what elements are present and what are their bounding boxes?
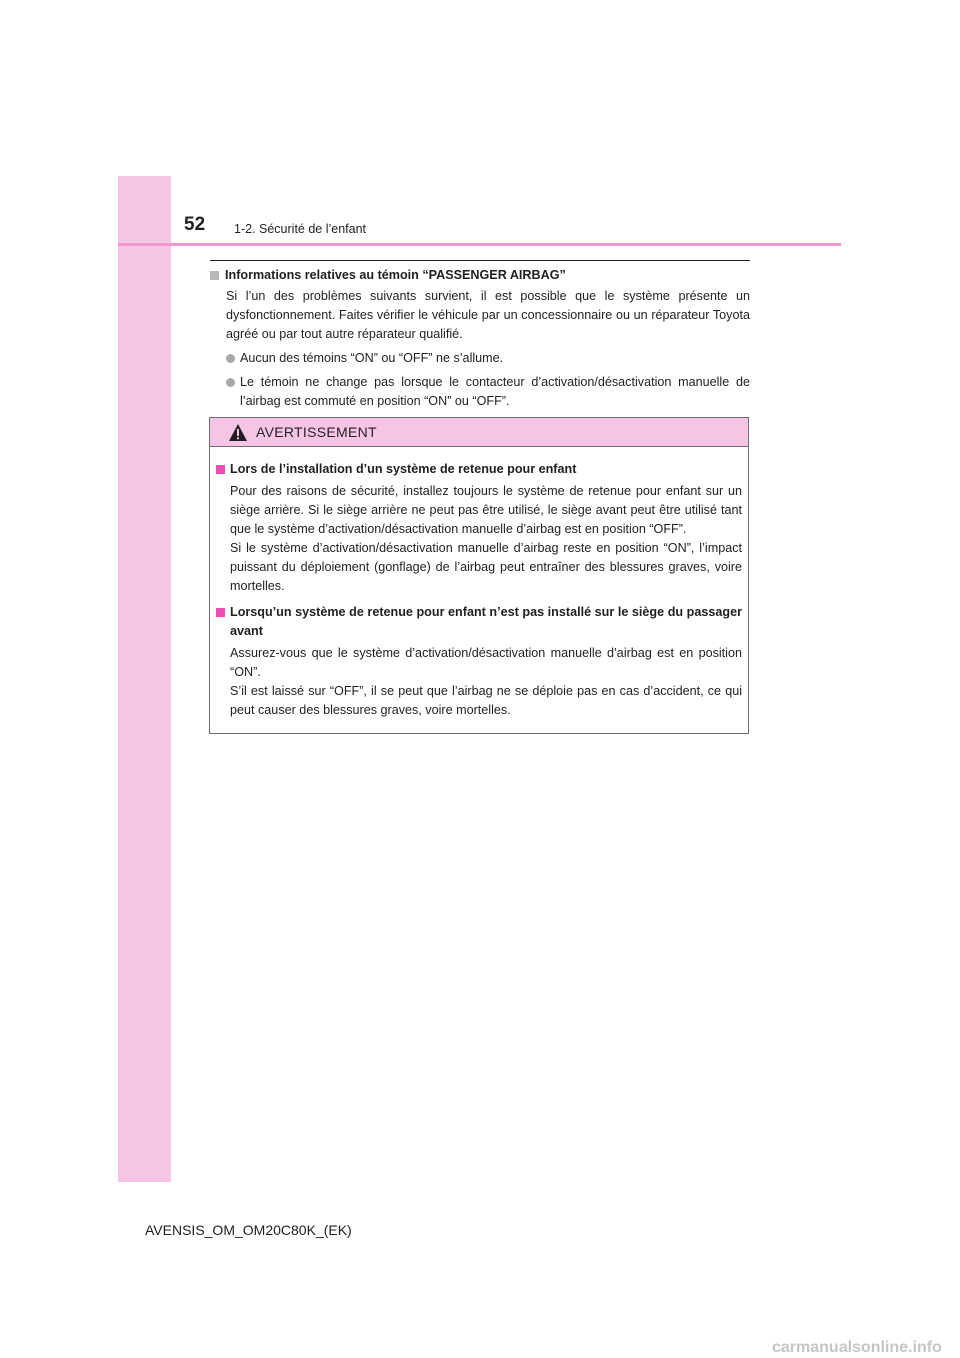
warning-body: [210, 447, 748, 720]
warning-paragraph: [230, 644, 742, 720]
warning-line: Pour des raisons de sécurité, installez toujours le système de retenue pour enfant sur un siège arrière. Si le siège arrière ne peut pas être utilisé, le siège avant peut être utilisé tant que le système d’activation/désactivation manuelle d’airbag est en position “OFF”.: [230, 484, 742, 536]
warning-subheading-text: Lorsqu’un système de retenue pour enfant n’est pas installé sur le siège du passager avant: [230, 605, 742, 638]
section-title: 1-2. Sécurité de l’enfant: [234, 222, 367, 236]
info-heading-text: Informations relatives au témoin “PASSENGER AIRBAG”: [225, 268, 566, 282]
square-bullet-icon: [216, 465, 225, 474]
info-intro: Si l’un des problèmes suivants survient, il est possible que le système présente un dysfonctionnement. Faites vérifier le véhicule par un concessionnaire ou un réparateur Toyota agréé ou par tout autre réparateur qualifié.: [226, 289, 750, 341]
square-bullet-icon: [216, 608, 225, 617]
info-section: [210, 266, 750, 411]
side-tab-strip: [118, 176, 171, 1182]
warning-triangle-icon: [228, 423, 248, 442]
watermark: carmanualsonline.info: [772, 1339, 942, 1356]
dot-bullet-icon: [226, 378, 235, 387]
square-bullet-icon: [210, 271, 219, 280]
warning-box: [209, 417, 749, 734]
warning-line: Si le système d’activation/désactivation manuelle d’airbag reste en position “ON”, l’impact puissant du déploiement (gonflage) de l’airbag peut entraîner des blessures graves, voire mortelles.: [230, 541, 742, 593]
document-code: AVENSIS_OM_OM20C80K_(EK): [145, 1222, 352, 1238]
list-item: [226, 373, 750, 411]
header-divider: [118, 243, 841, 246]
dot-bullet-icon: [226, 354, 235, 363]
list-item-text: Le témoin ne change pas lorsque le contacteur d’activation/désactivation manuelle de l’airbag est commuté en position “ON” ou “OFF”.: [240, 375, 750, 408]
warning-header: [210, 418, 748, 447]
warning-subheading: [216, 460, 742, 479]
page-number: 52: [184, 214, 206, 235]
warning-line: Assurez-vous que le système d’activation/désactivation manuelle d’airbag est en position “ON”.: [230, 646, 742, 679]
section-rule: [210, 260, 750, 261]
warning-paragraph: [230, 482, 742, 596]
warning-title: AVERTISSEMENT: [256, 424, 377, 440]
list-item: [226, 349, 750, 368]
warning-line: S’il est laissé sur “OFF”, il se peut que l’airbag ne se déploie pas en cas d’accident, ce qui peut causer des blessures graves, voire mortelles.: [230, 684, 742, 717]
warning-subheading: [216, 603, 742, 641]
list-item-text: Aucun des témoins “ON” ou “OFF” ne s’allume.: [240, 351, 504, 365]
info-heading: [210, 266, 750, 285]
warning-subheading-text: Lors de l’installation d’un système de retenue pour enfant: [230, 462, 577, 476]
